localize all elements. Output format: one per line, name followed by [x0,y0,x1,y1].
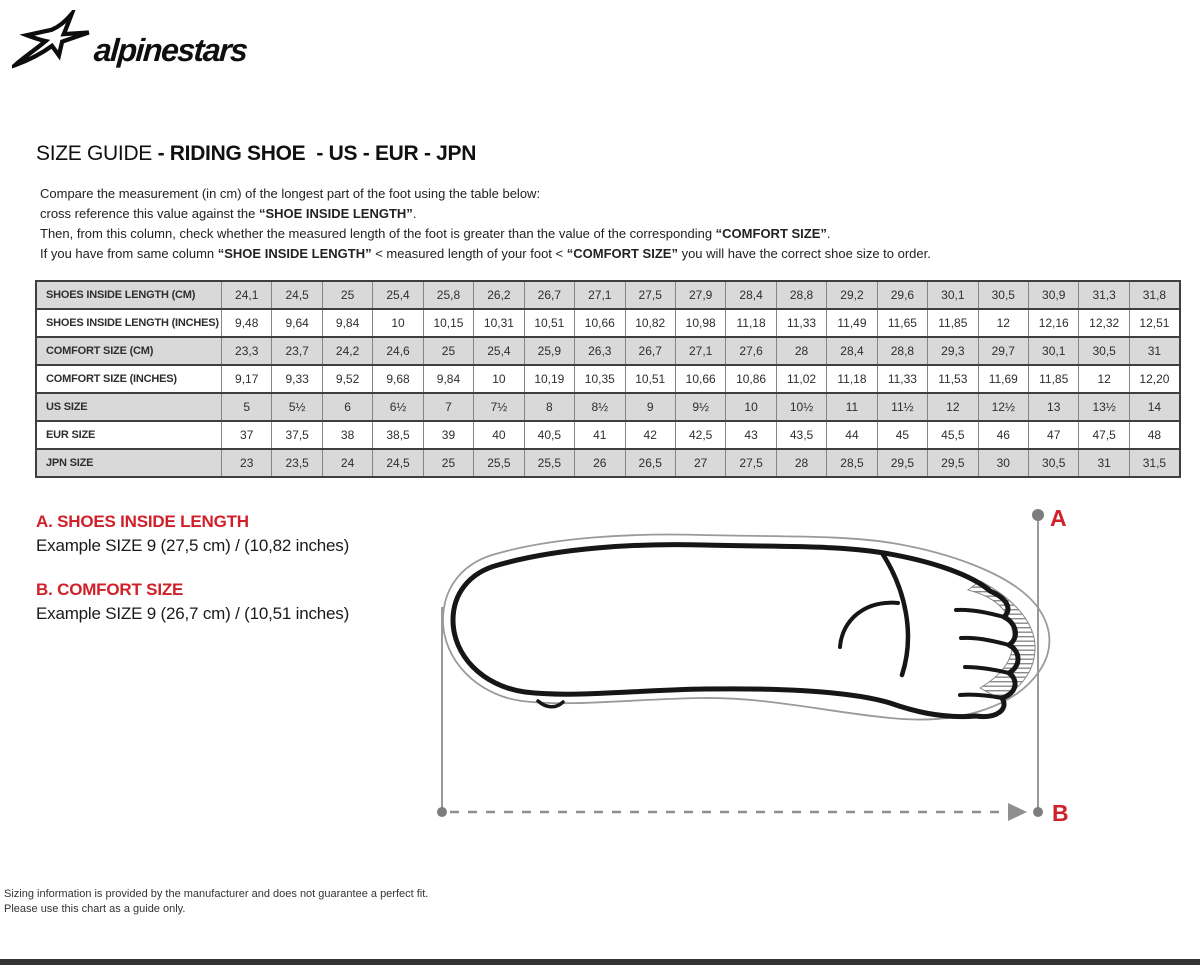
table-cell: 25,5 [474,449,524,477]
marker-b-label: B [1052,800,1069,826]
table-cell: 9,68 [373,365,423,393]
table-cell: 25 [322,281,372,309]
toe-crease-4 [960,695,1002,698]
row-header: SHOES INSIDE LENGTH (INCHES) [36,309,222,337]
table-cell: 10,66 [575,309,625,337]
table-cell: 24,5 [272,281,322,309]
table-cell: 29,5 [928,449,978,477]
table-cell: 8½ [575,393,625,421]
table-cell: 8 [524,393,574,421]
footer-disclaimer [4,887,428,917]
table-cell: 9,64 [272,309,322,337]
row-header: SHOES INSIDE LENGTH (CM) [36,281,222,309]
table-cell: 13 [1029,393,1079,421]
table-cell: 39 [423,421,473,449]
table-cell: 10,51 [524,309,574,337]
table-cell: 25,4 [474,337,524,365]
table-cell: 11,02 [776,365,826,393]
footer-line-2: Please use this chart as a guide only. [4,903,186,915]
table-cell: 27,5 [625,281,675,309]
table-cell: 27 [675,449,725,477]
table-cell: 30,5 [1029,449,1079,477]
legend-b-example: Example SIZE 9 (26,7 cm) / (10,51 inches) [36,604,350,623]
brand-wordmark: alpinestars [92,32,248,68]
table-cell: 29,7 [978,337,1028,365]
ball-crease-line [840,603,898,647]
table-cell: 47 [1029,421,1079,449]
table-cell: 7 [423,393,473,421]
table-cell: 28 [776,337,826,365]
table-cell: 25,4 [373,281,423,309]
table-cell: 9 [625,393,675,421]
table-cell: 37 [222,421,272,449]
table-cell: 11,33 [877,365,927,393]
legend-b-title: B. COMFORT SIZE [36,580,184,599]
toe-crease-2 [961,638,1009,645]
table-cell: 24,6 [373,337,423,365]
table-cell: 43 [726,421,776,449]
title-regular: SIZE GUIDE [36,142,158,165]
table-cell: 12,32 [1079,309,1129,337]
table-cell: 37,5 [272,421,322,449]
table-cell: 31 [1129,337,1180,365]
table-cell: 12,20 [1129,365,1180,393]
footer-line-1: Sizing information is provided by the manufacturer and does not guarantee a perfect fit. [4,888,429,900]
table-cell: 31,3 [1079,281,1129,309]
table-cell: 43,5 [776,421,826,449]
table-cell: 10 [726,393,776,421]
table-cell: 10,31 [474,309,524,337]
table-cell: 11,85 [928,309,978,337]
table-cell: 23,3 [222,337,272,365]
table-cell: 10½ [776,393,826,421]
table-cell: 12 [978,309,1028,337]
table-cell: 41 [575,421,625,449]
table-cell: 25,5 [524,449,574,477]
table-cell: 26,5 [625,449,675,477]
row-header: US SIZE [36,393,222,421]
table-cell: 10,15 [423,309,473,337]
table-cell: 9½ [675,393,725,421]
arrowhead-icon [1008,803,1027,821]
legend [36,512,416,624]
table-cell: 28,8 [877,337,927,365]
table-cell: 10 [474,365,524,393]
table-cell: 27,9 [675,281,725,309]
table-cell: 10,86 [726,365,776,393]
table-cell: 12,16 [1029,309,1079,337]
table-cell: 25 [423,337,473,365]
table-cell: 12½ [978,393,1028,421]
table-cell: 10,82 [625,309,675,337]
table-cell: 24 [322,449,372,477]
table-cell: 30,9 [1029,281,1079,309]
table-cell: 11,33 [776,309,826,337]
table-cell: 26,3 [575,337,625,365]
table-cell: 48 [1129,421,1180,449]
table-cell: 46 [978,421,1028,449]
table-cell: 5½ [272,393,322,421]
table-cell: 30,5 [978,281,1028,309]
table-cell: 23,7 [272,337,322,365]
table-cell: 24,5 [373,449,423,477]
row-header: COMFORT SIZE (INCHES) [36,365,222,393]
table-cell: 9,48 [222,309,272,337]
table-row [36,365,1180,393]
legend-block-a [36,512,416,556]
table-cell: 27,5 [726,449,776,477]
toe-crease-1 [956,610,1004,617]
intro-line: Compare the measurement (in cm) of the longest part of the foot using the table below: [40,186,541,201]
table-cell: 10 [373,309,423,337]
table-cell: 14 [1129,393,1180,421]
table-cell: 24,2 [322,337,372,365]
intro-line: cross reference this value against the “SHOE INSIDE LENGTH”. [40,206,417,221]
table-cell: 26,2 [474,281,524,309]
table-cell: 10,19 [524,365,574,393]
table-row [36,281,1180,309]
table-cell: 11,18 [827,365,877,393]
table-cell: 11,18 [726,309,776,337]
table-cell: 25,8 [423,281,473,309]
row-header: COMFORT SIZE (CM) [36,337,222,365]
table-row [36,421,1180,449]
table-cell: 29,3 [928,337,978,365]
intro-line: If you have from same column “SHOE INSIDE LENGTH” < measured length of your foot < “COMFORT SIZE” you will have the correct shoe size to order. [40,246,931,261]
size-table [35,280,1181,478]
table-cell: 10,98 [675,309,725,337]
size-table-body [36,281,1180,477]
legend-a-example: Example SIZE 9 (27,5 cm) / (10,82 inches) [36,536,350,555]
intro [40,184,931,264]
table-cell: 26,7 [524,281,574,309]
table-cell: 9,84 [322,309,372,337]
table-cell: 47,5 [1079,421,1129,449]
table-cell: 45 [877,421,927,449]
table-cell: 31,8 [1129,281,1180,309]
table-cell: 38,5 [373,421,423,449]
table-cell: 28 [776,449,826,477]
table-row [36,337,1180,365]
table-cell: 26 [575,449,625,477]
table-cell: 29,5 [877,449,927,477]
table-cell: 11 [827,393,877,421]
table-cell: 6½ [373,393,423,421]
table-cell: 7½ [474,393,524,421]
table-cell: 10,35 [575,365,625,393]
table-cell: 28,4 [827,337,877,365]
table-cell: 10,51 [625,365,675,393]
table-cell: 26,7 [625,337,675,365]
table-cell: 11½ [877,393,927,421]
toe-crease-3 [965,667,1009,673]
marker-dot-heel [437,807,447,817]
table-cell: 6 [322,393,372,421]
table-cell: 9,17 [222,365,272,393]
legend-a-title: A. SHOES INSIDE LENGTH [36,512,249,531]
table-cell: 44 [827,421,877,449]
table-cell: 11,53 [928,365,978,393]
table-cell: 13½ [1079,393,1129,421]
table-cell: 12,51 [1129,309,1180,337]
table-cell: 9,52 [322,365,372,393]
title-bold: - RIDING SHOE - US - EUR - JPN [157,142,477,165]
table-cell: 24,1 [222,281,272,309]
table-cell: 11,65 [877,309,927,337]
table-cell: 29,6 [877,281,927,309]
table-cell: 28,4 [726,281,776,309]
table-cell: 27,1 [575,281,625,309]
table-cell: 9,84 [423,365,473,393]
table-cell: 31 [1079,449,1129,477]
table-cell: 29,2 [827,281,877,309]
table-cell: 38 [322,421,372,449]
table-row [36,393,1180,421]
intro-line: Then, from this column, check whether the measured length of the foot is greater than the value of the corresponding “COMFORT SIZE”. [40,226,831,241]
marker-a-label: A [1050,505,1067,531]
foot-outline [453,545,1018,717]
table-cell: 30,1 [928,281,978,309]
legend-block-b [36,580,416,624]
table-cell: 23 [222,449,272,477]
table-cell: 30,5 [1079,337,1129,365]
table-cell: 42 [625,421,675,449]
table-cell: 27,6 [726,337,776,365]
foot-measurement-diagram [420,495,1080,835]
table-cell: 30 [978,449,1028,477]
table-cell: 12 [1079,365,1129,393]
toe-base-line [882,553,908,675]
table-cell: 11,69 [978,365,1028,393]
table-cell: 28,5 [827,449,877,477]
table-cell: 23,5 [272,449,322,477]
marker-dot-b [1033,807,1043,817]
table-cell: 27,1 [675,337,725,365]
table-cell: 31,5 [1129,449,1180,477]
table-row [36,309,1180,337]
table-cell: 40 [474,421,524,449]
table-cell: 45,5 [928,421,978,449]
marker-dot-a [1032,509,1044,521]
row-header: JPN SIZE [36,449,222,477]
table-cell: 12 [928,393,978,421]
table-cell: 28,8 [776,281,826,309]
table-cell: 11,85 [1029,365,1079,393]
table-cell: 25 [423,449,473,477]
table-cell: 11,49 [827,309,877,337]
alpinestars-star-icon [12,10,92,70]
brand-logo [12,8,312,78]
table-cell: 5 [222,393,272,421]
table-cell: 9,33 [272,365,322,393]
table-cell: 40,5 [524,421,574,449]
table-cell: 10,66 [675,365,725,393]
table-cell: 30,1 [1029,337,1079,365]
table-row [36,449,1180,477]
page-title [36,142,476,166]
table-cell: 25,9 [524,337,574,365]
row-header: EUR SIZE [36,421,222,449]
table-cell: 42,5 [675,421,725,449]
bottom-bar [0,959,1200,965]
